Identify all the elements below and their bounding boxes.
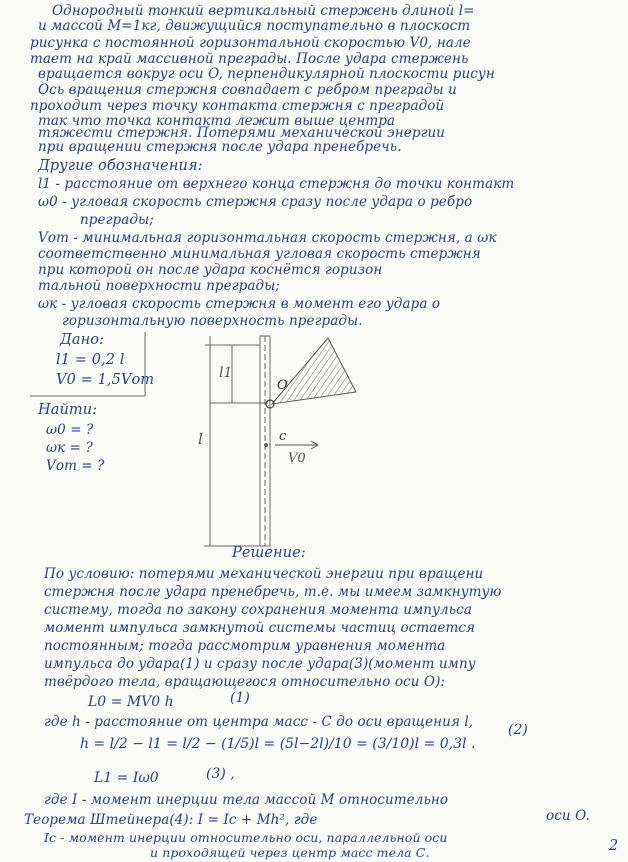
ic-definition-cont: и проходящей через центр масс тела С.: [150, 845, 430, 860]
page-number: 2: [609, 838, 619, 854]
notation-line: преграды;: [80, 212, 154, 228]
find-item: ωк = ?: [46, 440, 93, 456]
ic-definition: Ic - момент инерции относительно оси, параллельной оси: [44, 830, 448, 845]
notation-line: ωк - угловая скорость стержня в момент его удара о: [38, 296, 441, 312]
equation-3: L1 = Iω0: [94, 770, 159, 786]
equation-2-number: (2): [508, 722, 528, 738]
problem-line: тяжести стержня. Потерями механической энергии: [38, 125, 446, 141]
equation-3-number: (3) ,: [206, 766, 235, 782]
notation-line: Vот - минимальная горизонтальная скорость стержня, а ωк: [38, 230, 497, 246]
solution-line: По условию: потерями механической энергии при вращени: [44, 566, 484, 582]
label-o: O: [277, 378, 288, 393]
problem-line: так что точка контакта лежит выше центра: [38, 113, 396, 129]
equation-1: L0 = MV0 h: [88, 694, 174, 710]
solution-title: Решение:: [232, 545, 306, 561]
solution-line: импульса до удара(1) и сразу после удара(3)(момент импу: [44, 656, 476, 672]
steiner-theorem: Теорема Штейнера(4): I = Ic + Mh², где: [24, 812, 318, 828]
notation-title: Другие обозначения:: [38, 158, 203, 174]
label-l: l: [198, 430, 203, 448]
i-definition: где I - момент инерции тела массой M относительно: [44, 792, 449, 808]
problem-line: Однородный тонкий вертикальный стержень длиной l=: [52, 3, 475, 19]
label-l1: l1: [219, 365, 233, 381]
obstacle: [272, 338, 356, 404]
find-title: Найти:: [38, 402, 98, 418]
solution-line: постоянным; тогда рассмотрим уравнения момента: [44, 638, 446, 654]
solution-line: систему, тогда по закону сохранения момента импульса: [44, 602, 472, 618]
equation-2: h = l/2 − l1 = l/2 − (1/5)l = (5l−2l)/10 = (3/10)l = 0,3l .: [80, 736, 476, 752]
notation-line: соответственно минимальная угловая скорость стержня: [38, 246, 481, 262]
solution-line: стержня после удара пренебречь, т.е. мы имеем замкнутую: [44, 584, 502, 600]
notation-line: l1 - расстояние от верхнего конца стержня до точки контакт: [38, 176, 515, 192]
problem-line: при вращении стержня после удара пренебречь.: [38, 139, 402, 155]
center-of-mass: [265, 444, 268, 447]
notation-line: ω0 - угловая скорость стержня сразу после удара о ребро: [38, 194, 473, 210]
find-item: ω0 = ?: [46, 422, 94, 438]
label-v0: V0: [288, 451, 306, 466]
problem-line: и массой M=1кг, движущийся поступательно в плоскост: [38, 18, 471, 34]
i-definition-cont: оси O.: [546, 808, 590, 824]
notation-line: горизонтальную поверхность преграды.: [62, 313, 363, 329]
problem-line: рисунка с постоянной горизонтальной скоростью V0, нале: [30, 35, 471, 51]
given-title: Дано:: [60, 332, 105, 348]
problem-line: проходит через точку контакта стержня с преградой: [30, 98, 445, 114]
h-definition: где h - расстояние от центра масс - С до оси вращения l,: [44, 714, 474, 730]
problem-line: Ось вращения стержня совпадает с ребром преграды и: [38, 82, 457, 98]
equation-1-number: (1): [230, 690, 250, 706]
solution-line: твёрдого тела, вращающегося относительно оси O):: [44, 674, 446, 690]
problem-line: тает на край массивной преграды. После удара стержень: [30, 51, 469, 67]
problem-line: вращается вокруг оси O, перпендикулярной плоскости рисун: [38, 66, 495, 82]
given-v0: V0 = 1,5Vот: [56, 372, 155, 388]
label-c: c: [279, 429, 287, 444]
notation-line: при которой он после удара коснётся горизон: [38, 262, 383, 278]
solution-line: момент импульса замкнутой системы частиц остается: [44, 620, 476, 636]
find-item: Vот = ?: [46, 458, 105, 474]
given-l1: l1 = 0,2 l: [56, 352, 125, 368]
notation-line: тальной поверхности преграды;: [38, 278, 280, 294]
